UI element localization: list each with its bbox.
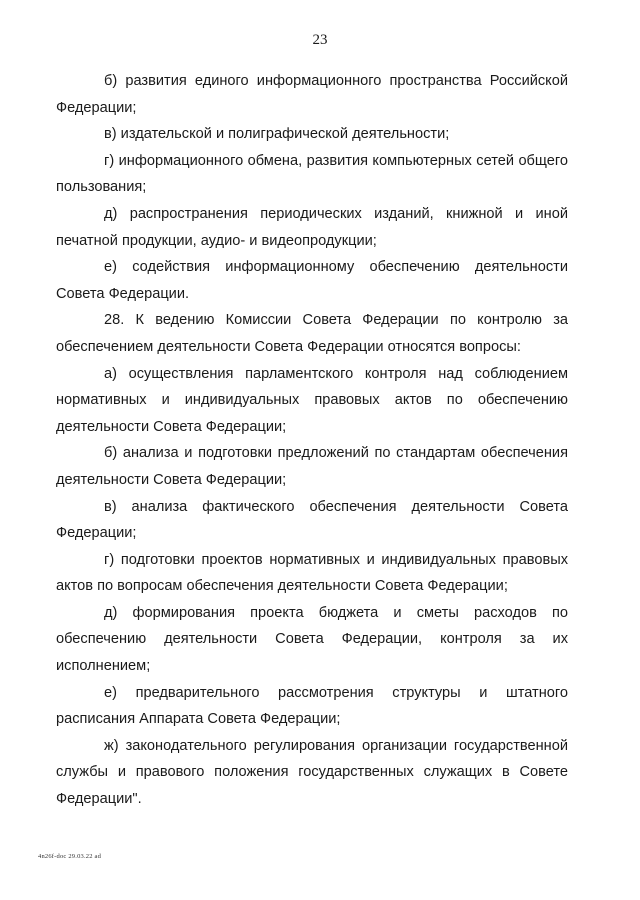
paragraph-e-support: е) содействия информационному обеспечению деятельности Совета Федерации. [56,259,568,302]
paragraph-d-distribution: д) распространения периодических изданий, книжной и иной печатной продукции, аудио- и видеопродукции; [56,205,568,249]
paragraph-g-information-exchange: г) информационного обмена, развития компьютерных сетей общего пользования; [56,152,568,196]
paragraph-28-commission: 28. К ведению Комиссии Совета Федерации по контролю за обеспечением деятельности Совета Федерации относятся вопросы: [56,312,568,355]
paragraph-d-budget: д) формирования проекта бюджета и сметы расходов по обеспечению деятельности Совета Федерации, контроля за их исполнением; [56,604,568,675]
paragraph-b-analysis-standards: б) анализа и подготовки предложений по стандартам обеспечения деятельности Совета Федерации; [56,445,568,488]
paragraph-e-staff-structure: е) предварительного рассмотрения структуры и штатного расписания Аппарата Совета Федерации; [56,684,568,728]
paragraph-v-actual-provision: в) анализа фактического обеспечения деятельности Совета Федерации; [56,498,568,542]
page-number: 23 [312,32,328,48]
footer-file-code: 4n26f-doc 29.03.22 ad [38,853,102,860]
paragraph-a-parliamentary-control: а) осуществления парламентского контроля над соблюдением нормативных и индивидуальных правовых актов по обеспечению деятельности Совета Федерации; [56,365,568,435]
paragraph-zh-civil-service: ж) законодательного регулирования организации государственной службы и правового положения государственных служащих в Совете Федерации". [56,737,568,808]
paragraph-b-information-space: б) развития единого информационного пространства Российской Федерации; [56,73,568,116]
paragraph-v-publishing: в) издательской и полиграфической деятельности; [104,126,450,143]
document-body [56,68,568,813]
paragraph-g-draft-acts: г) подготовки проектов нормативных и индивидуальных правовых актов по вопросам обеспечения деятельности Совета Федерации; [56,551,568,595]
